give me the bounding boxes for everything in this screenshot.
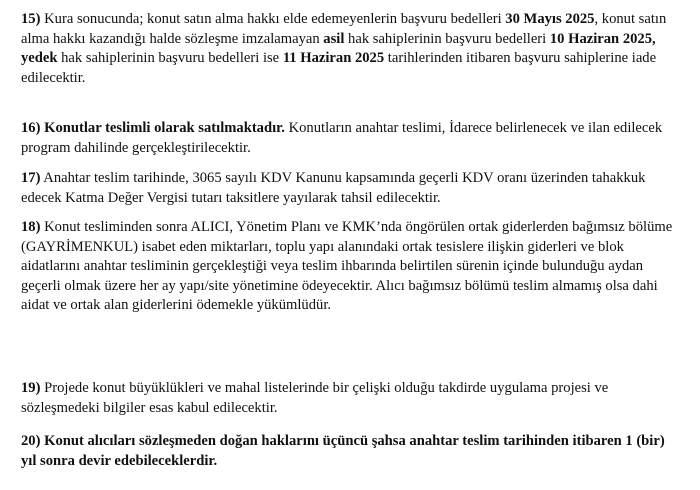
text-segment: , konut satın alma hakkı kazandığı halde sözleşme imzalamayan	[21, 11, 667, 47]
text-segment: hak sahiplerinin başvuru bedelleri	[344, 30, 550, 47]
paragraph-19	[21, 379, 681, 418]
paragraph-number: 18)	[21, 219, 41, 235]
paragraph-text	[21, 120, 662, 156]
paragraph-number: 20)	[21, 433, 41, 449]
text-segment: Anahtar teslim tarihinde, 3065 sayılı KDV Kanunu kapsamında geçerli KDV oranı üzerinden tahakkuk edecek Katma Değer Vergisi tutarı taksitlere yayılarak tahsil edilecektir.	[21, 170, 646, 206]
paragraph-number: 16)	[21, 120, 41, 136]
bold-text-segment: asil	[323, 30, 345, 47]
text-segment: Konut tesliminden sonra ALICI, Yönetim Planı ve KMK’nda öngörülen ortak giderlerden bağımsız bölüme (GAYRİMENKUL) isabet eden miktarları, toplu yapı alanındaki ortak tesislere ilişkin giderleri ve blok aidatlarını anahtar tesliminin gerçekleştiği veya teslim ihbarında belirtilen sürenin içinde bulunduğu aydan geçerli olmak üzere her ay yapı/site yönetimine ödeyecektir. Alıcı bağımsız bölümü teslim almamış olsa dahi aidat ve ortak alan giderlerini ödemekle yükümlüdür.	[21, 219, 673, 313]
bold-text-segment: Konutlar teslimli olarak satılmaktadır.	[40, 120, 285, 136]
bold-text-segment: 30 Mayıs 2025	[505, 11, 595, 27]
text-segment: hak sahiplerinin başvuru bedelleri ise	[57, 50, 283, 66]
paragraph-17	[21, 169, 681, 208]
paragraph-text	[21, 219, 672, 313]
paragraph-number: 15)	[21, 11, 41, 27]
paragraph-20	[21, 432, 681, 471]
text-segment: Projede konut büyüklükleri ve mahal listelerinde bir çelişki olduğu takdirde uygulama projesi ve sözleşmedeki bilgiler esas kabul edilecektir.	[21, 380, 609, 416]
text-segment: tarihlerinden itibaren başvuru sahiplerine iade edilecektir.	[21, 50, 657, 86]
text-segment: Kura sonucunda; konut satın alma hakkı elde edemeyenlerin başvuru bedelleri	[40, 11, 506, 27]
paragraph-number: 17)	[21, 170, 41, 186]
paragraph-16	[21, 119, 681, 158]
paragraph-text	[21, 433, 665, 469]
paragraph-text	[21, 380, 608, 416]
bold-text-segment: Konut alıcıları sözleşmeden doğan haklarını üçüncü şahsa anahtar teslim tarihinden itibaren 1 (bir) yıl sonra devir edebileceklerdir.	[21, 433, 665, 469]
paragraph-text	[21, 11, 666, 86]
bold-text-segment: 10 Haziran 2025, yedek	[21, 30, 656, 66]
paragraph-number: 19)	[21, 380, 41, 396]
text-segment: Konutların anahtar teslimi, İdarece belirlenecek ve ilan edilecek program dahilinde gerçekleştirilecektir.	[21, 120, 663, 156]
paragraph-text	[21, 170, 645, 206]
paragraph-18	[21, 218, 681, 316]
bold-text-segment: 11 Haziran 2025	[282, 50, 385, 66]
paragraph-15	[21, 10, 681, 88]
